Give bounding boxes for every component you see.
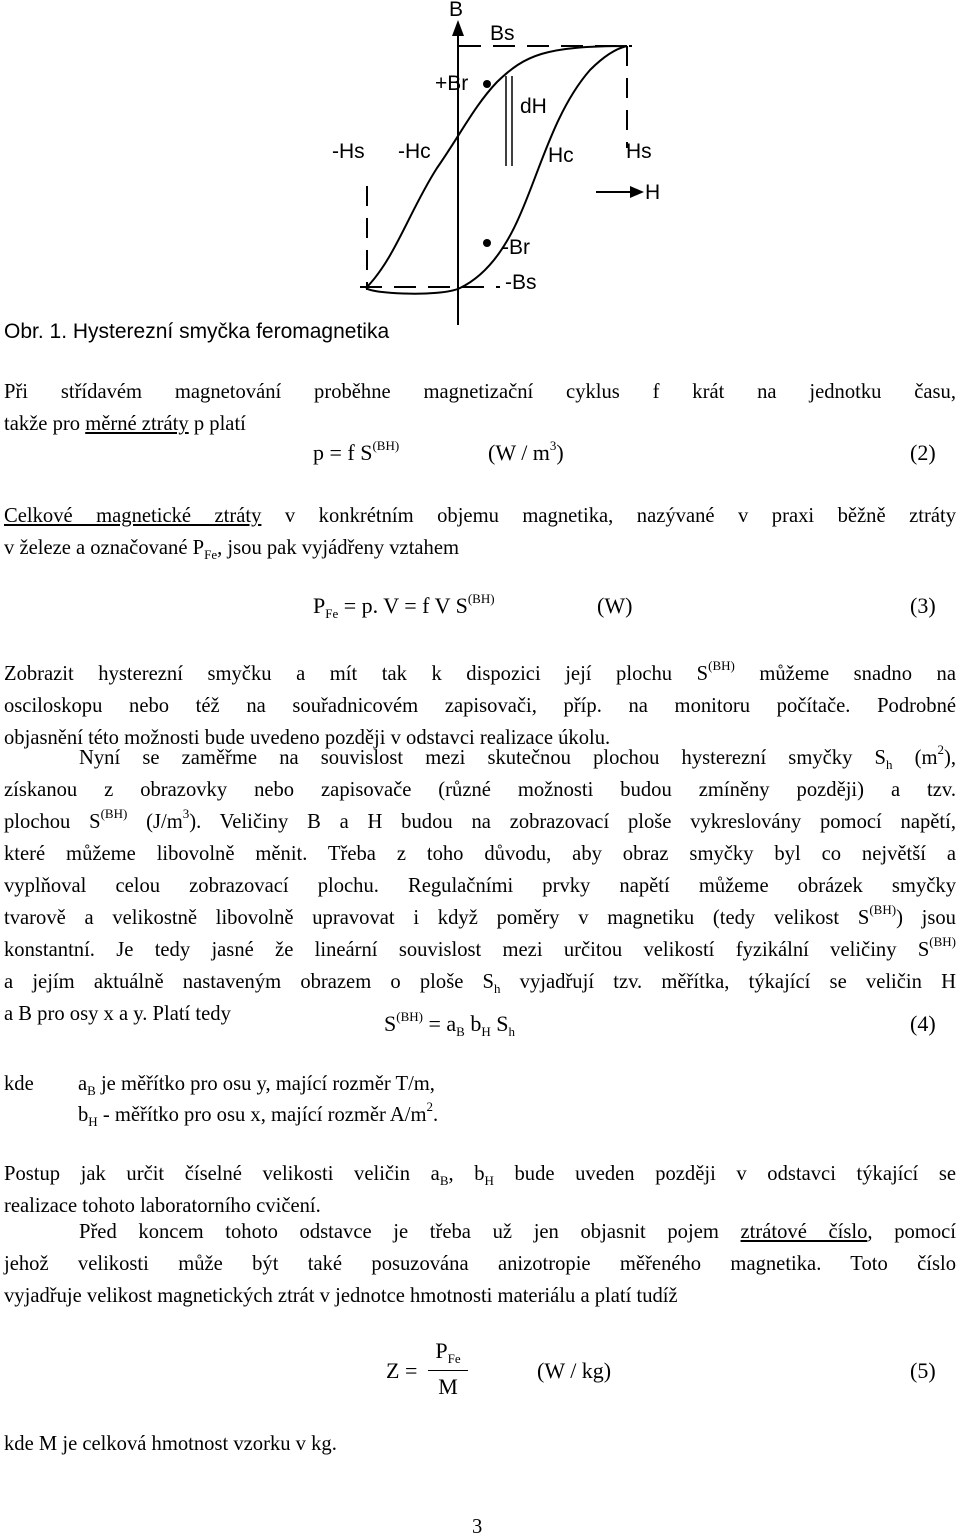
- where-line-1: [78, 1073, 435, 1096]
- para3-line3: objasnění této možnosti bude uvedeno později v odstavci realizace úkolu.: [4, 727, 611, 749]
- superscript: (BH): [929, 934, 956, 949]
- text: , b: [448, 1163, 485, 1185]
- superscript: (BH): [708, 658, 735, 673]
- subscript: B: [87, 1083, 96, 1098]
- para4-line4: které můžeme libovolně měnit. Třeba z toho důvodu, aby obraz smyčky byl co největší a: [4, 843, 956, 865]
- para4-line9: a B pro osy x a y. Platí tedy: [4, 1003, 231, 1025]
- label-minus-hc: -Hc: [398, 140, 431, 163]
- para5-line2: realizace tohoto laboratorního cvičení.: [4, 1195, 321, 1217]
- text: p platí: [188, 413, 246, 435]
- text: můžeme snadno na: [734, 663, 956, 685]
- eq4-a: = a: [428, 1011, 457, 1036]
- b-axis-arrow: [452, 20, 464, 36]
- final-line: kde M je celková hmotnost vzorku v kg.: [4, 1433, 337, 1455]
- para3-line2: osciloskopu nebo též na souřadnicovém zapisovači, příp. na monitoru počítače. Podrobné: [4, 695, 956, 717]
- text: vyjadřují tzv. měřítka, týkající se veličin H: [500, 971, 956, 993]
- text: - měřítko pro osu x, mající rozměr A/m: [97, 1104, 427, 1126]
- label-plus-br: +Br: [435, 72, 469, 95]
- label-minus-br: -Br: [502, 236, 530, 259]
- eq4-sup: (BH): [396, 1009, 423, 1024]
- fraction-bar: [428, 1370, 468, 1371]
- link-ztratove-cislo: ztrátové číslo: [740, 1221, 868, 1243]
- equation-2-number: (2): [910, 440, 936, 465]
- subscript: H: [484, 1173, 494, 1188]
- eq4-sub-b: B: [456, 1024, 465, 1039]
- para4-line7: [4, 934, 956, 966]
- subscript: h: [885, 757, 893, 772]
- text: ). Veličiny B a H budou na zobrazovací ploše vykreslovány pomocí napětí,: [189, 811, 956, 833]
- equation-2: [313, 440, 399, 466]
- figure-caption: Obr. 1. Hysterezní smyčka feromagnetika: [4, 320, 390, 343]
- paragraph-4: [4, 742, 956, 1030]
- label-minus-hs: -Hs: [332, 140, 365, 163]
- para6-line1: [4, 1216, 956, 1248]
- text: Nyní se zaměřme na souvislost mezi skutečnou plochou hysterezní smyčky S: [79, 747, 886, 769]
- text: , pomocí: [867, 1221, 956, 1243]
- paragraph-2: [4, 500, 956, 564]
- eq2-sup: (BH): [372, 438, 400, 453]
- para4-line6: [4, 902, 956, 934]
- eq2-unit-sup: 3: [549, 438, 557, 453]
- para4-line1: [4, 742, 956, 774]
- subscript: Fe: [204, 547, 218, 562]
- paragraph-5: [4, 1158, 956, 1222]
- label-hc: Hc: [548, 144, 574, 167]
- para1-line2: [4, 408, 956, 440]
- subscript: B: [439, 1173, 449, 1188]
- paragraph-1: [4, 376, 956, 440]
- text: (J/m: [127, 811, 183, 833]
- hysteresis-figure: [0, 0, 960, 340]
- eq3-sup: (BH): [467, 591, 495, 606]
- superscript: 3: [182, 806, 190, 821]
- text: tvarově a velikostně libovolně upravovat i když poměry v magnetiku (tedy velikost S: [4, 907, 870, 929]
- paragraph-6: [4, 1216, 956, 1312]
- eq3-sub: Fe: [325, 606, 339, 621]
- text: ),: [943, 747, 956, 769]
- equation-5-denominator: M: [438, 1374, 458, 1399]
- para5-line1: [4, 1158, 956, 1190]
- label-dh: dH: [520, 95, 547, 118]
- equation-5-number: (5): [910, 1358, 936, 1383]
- superscript: 2: [937, 742, 944, 757]
- para4-line8: [4, 966, 956, 998]
- eq4-sub-h: H: [481, 1024, 491, 1039]
- superscript: (BH): [869, 902, 897, 917]
- para6-line3: vyjadřuje velikost magnetických ztrát v jednotce hmotnosti materiálu a platí tudíž: [4, 1285, 678, 1307]
- para1-line1: Při střídavém magnetování proběhne magnetizační cyklus f krát na jednotku času,: [4, 381, 956, 403]
- para4-line2: získanou z obrazovky nebo zapisovače (různé možnosti budou zmíněny později) a tzv.: [4, 779, 956, 801]
- text: a: [78, 1073, 88, 1095]
- link-celkove-ztraty: Celkové magnetické ztráty: [4, 505, 262, 527]
- equation-4: [384, 1011, 515, 1037]
- text: v konkrétním objemu magnetika, nazývané v praxi běžně ztráty: [261, 505, 956, 527]
- eq4-b: b: [464, 1011, 482, 1036]
- para2-line2: [4, 532, 956, 564]
- equation-3-number: (3): [910, 593, 936, 618]
- equation-5-unit: (W / kg): [537, 1358, 612, 1383]
- label-hs: Hs: [626, 140, 652, 163]
- h-axis-arrow: [630, 186, 644, 198]
- equation-5-numerator: [428, 1338, 468, 1364]
- subscript: H: [88, 1114, 98, 1129]
- eq2-lhs: p = f S: [313, 440, 373, 465]
- superscript: (BH): [100, 806, 128, 821]
- equation-4-number: (4): [910, 1011, 936, 1036]
- eq4-s: S: [384, 1011, 397, 1036]
- text: bude uveden později v odstavci týkající se: [493, 1163, 957, 1185]
- equation-3-unit: (W): [597, 593, 633, 618]
- eq2-unit-pre: (W / m: [488, 440, 550, 465]
- text: takže pro: [4, 413, 86, 435]
- text: (m: [892, 747, 938, 769]
- label-b: B: [449, 0, 464, 21]
- eq4-sub-small-h: h: [508, 1024, 515, 1039]
- superscript: 2: [426, 1099, 434, 1114]
- text: b: [78, 1104, 89, 1126]
- where-label: kde: [4, 1073, 34, 1095]
- page-number: 3: [472, 1516, 483, 1538]
- plus-br-point: [483, 80, 491, 88]
- text: Postup jak určit číselné velikosti veličin a: [4, 1163, 440, 1185]
- text: .: [433, 1104, 439, 1126]
- eq5-p: P: [435, 1338, 448, 1363]
- para3-line1: [4, 658, 956, 690]
- text: konstantní. Je tedy jasné že lineární souvislost mezi určitou velikostí fyzikální veličiny S: [4, 939, 930, 961]
- equation-3: [313, 593, 495, 619]
- text: Před koncem tohoto odstavce je třeba už jen objasnit pojem: [79, 1221, 741, 1243]
- para2-line1: [4, 500, 956, 532]
- hysteresis-loop: [367, 46, 627, 294]
- label-h: H: [645, 181, 661, 204]
- eq3-p: P: [313, 593, 326, 618]
- text: v železe a označované P: [4, 537, 205, 559]
- text: je měřítko pro osu y, mající rozměr T/m,: [95, 1073, 435, 1095]
- paragraph-3: [4, 658, 956, 754]
- eq4-sh: S: [490, 1011, 509, 1036]
- eq3-rhs: = p. V = f V S: [343, 593, 468, 618]
- minus-br-point: [483, 239, 491, 247]
- text: ) jsou: [896, 907, 956, 929]
- label-bs: Bs: [490, 22, 515, 45]
- para4-line3: [4, 806, 956, 838]
- eq5-sub: Fe: [447, 1351, 461, 1366]
- subscript: h: [494, 981, 501, 996]
- text: Zobrazit hysterezní smyčku a mít tak k dispozici její plochu S: [4, 663, 709, 685]
- label-minus-bs: -Bs: [505, 271, 537, 294]
- text: , jsou pak vyjádřeny vztahem: [217, 537, 460, 559]
- link-merne-ztraty: měrné ztráty: [85, 413, 189, 435]
- eq2-unit-post: ): [556, 440, 564, 465]
- para4-line5: vyplňoval celou zobrazovací plochu. Regulačními prvky napětí můžeme obrázek smyčky: [4, 875, 956, 897]
- text: plochou S: [4, 811, 101, 833]
- where-line-2: [78, 1099, 439, 1129]
- equation-5-z: Z =: [386, 1358, 418, 1383]
- para6-line2: jehož velikosti může být také posuzována anizotropie měřeného magnetika. Toto číslo: [4, 1253, 956, 1275]
- text: a jejím aktuálně nastaveným obrazem o ploše S: [4, 971, 494, 993]
- equation-2-unit: [488, 440, 564, 466]
